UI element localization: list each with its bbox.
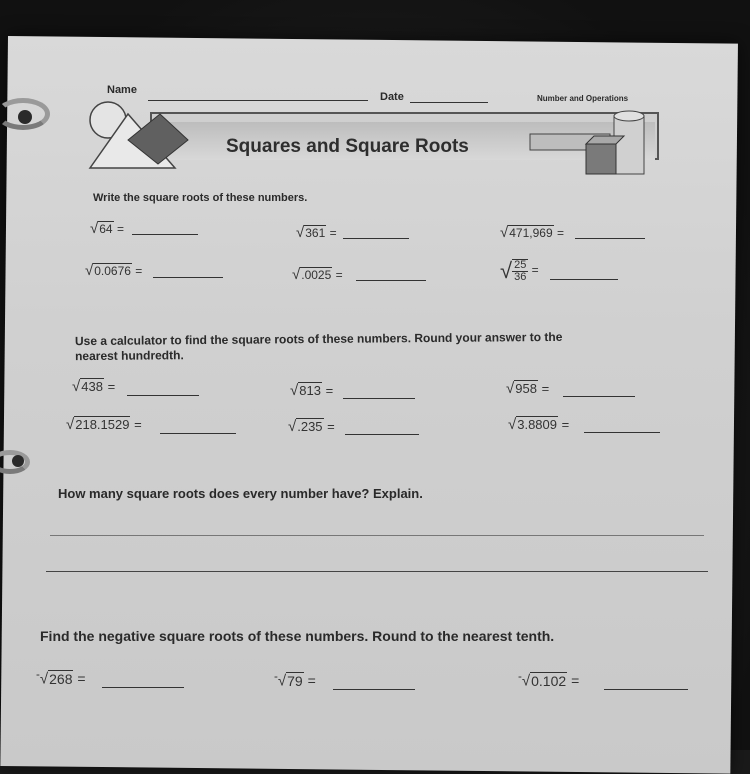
date-line[interactable] <box>410 102 488 103</box>
fraction-numerator: 25 <box>514 259 527 271</box>
sqrt-item-0.0676: √0.0676 = <box>85 262 143 279</box>
answer-line-0.0676[interactable] <box>153 277 223 278</box>
sqrt-item-813: √813 = <box>290 382 334 399</box>
answer-line-79[interactable] <box>333 689 415 690</box>
answer-line-.0025[interactable] <box>356 280 426 281</box>
answer-line-3.8809[interactable] <box>584 432 660 433</box>
fraction-denominator: 36 <box>514 271 527 283</box>
page-title: Squares and Square Roots <box>226 136 469 157</box>
section2-instruction-line1: Use a calculator to find the square roots of these numbers. Round your answer to the <box>74 329 563 349</box>
answer-line-813[interactable] <box>343 398 415 399</box>
section2-instruction <box>75 330 563 364</box>
sqrt-item-64: √64 = <box>90 220 124 237</box>
answer-line-438[interactable] <box>127 395 199 396</box>
sqrt-item-218.1529: √218.1529 = <box>66 416 142 433</box>
sqrt-item-438: √438 = <box>72 378 116 395</box>
sqrt-item-.235: √.235 = <box>288 418 335 435</box>
sqrt-item-fraction: √ $\frac{25}{36}$ = <box>500 258 539 283</box>
punch-hole-top <box>18 110 32 124</box>
answer-line-0.102[interactable] <box>604 689 688 690</box>
answer-line-361[interactable] <box>343 238 409 239</box>
sqrt-item-3.8809: √3.8809 = <box>508 416 570 433</box>
cylinder-cube-icon <box>528 108 658 178</box>
punch-hole-middle <box>12 455 24 467</box>
radical-symbol: √ <box>90 220 99 237</box>
neg-sqrt-item-268: -√268 = <box>36 668 86 688</box>
sqrt-item-.0025: √.0025 = <box>292 266 343 283</box>
explain-line-1[interactable] <box>50 535 704 536</box>
section1-instruction: Write the square roots of these numbers. <box>93 192 308 204</box>
date-label: Date <box>380 91 404 103</box>
geometric-shapes-icon <box>80 100 190 180</box>
answer-line-218.1529[interactable] <box>160 433 236 434</box>
sqrt-item-471969: √471,969 = <box>500 224 564 241</box>
answer-line-471969[interactable] <box>575 238 645 239</box>
answer-line-fraction[interactable] <box>550 279 618 280</box>
section3-question: How many square roots does every number have? Explain. <box>58 486 423 501</box>
section2-instruction-line2: nearest hundredth. <box>75 348 184 364</box>
cube-front <box>586 144 616 174</box>
explain-line-2[interactable] <box>46 571 708 572</box>
answer-line-64[interactable] <box>132 234 198 235</box>
answer-line-958[interactable] <box>563 396 635 397</box>
cylinder-body <box>614 116 644 174</box>
answer-line-268[interactable] <box>102 687 184 688</box>
fraction <box>512 259 528 283</box>
category-label: Number and Operations <box>537 94 629 103</box>
neg-sqrt-item-0.102: -√0.102 = <box>518 670 580 690</box>
sqrt-item-361: √361 = <box>296 224 337 241</box>
sqrt-item-958: √958 = <box>506 380 550 397</box>
name-label: Name <box>107 84 137 96</box>
answer-line-.235[interactable] <box>345 434 419 435</box>
cylinder-top <box>614 111 644 121</box>
neg-sqrt-item-79: -√79 = <box>274 670 316 690</box>
section4-instruction: Find the negative square roots of these numbers. Round to the nearest tenth. <box>40 628 555 644</box>
